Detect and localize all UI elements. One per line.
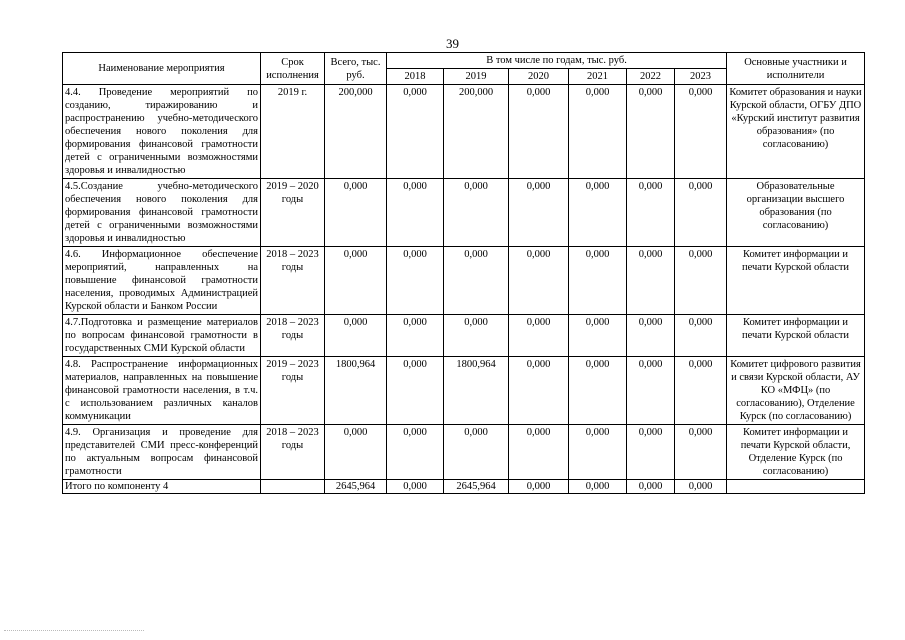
total-year-value: 0,000 [387,480,444,494]
row-term: 2019 – 2020 годы [261,179,325,247]
header-participants: Основные участники и исполнители [727,53,865,85]
row-participants: Образовательные организации высшего образования (по согласованию) [727,179,865,247]
row-year-value: 0,000 [627,315,675,357]
table-row [63,357,865,425]
row-year-value: 0,000 [675,85,727,179]
row-term: 2018 – 2023 годы [261,425,325,480]
header-year: 2022 [627,69,675,85]
row-year-value: 0,000 [627,247,675,315]
row-participants: Комитет образования и науки Курской области, ОГБУ ДПО «Курский институт развития образования» (по согласованию) [727,85,865,179]
row-total: 200,000 [325,85,387,179]
row-term: 2019 – 2023 годы [261,357,325,425]
page-number: 39 [446,36,459,51]
total-term [261,480,325,494]
row-year-value: 0,000 [675,357,727,425]
row-year-value: 0,000 [444,315,509,357]
row-participants: Комитет цифрового развития и связи Курской области, АУ КО «МФЦ» (по согласованию), Отделение Курск (по согласованию) [727,357,865,425]
row-year-value: 0,000 [675,247,727,315]
row-year-value: 0,000 [569,247,627,315]
row-year-value: 0,000 [509,357,569,425]
row-total: 1800,964 [325,357,387,425]
row-year-value: 0,000 [444,247,509,315]
row-year-value: 0,000 [675,425,727,480]
table-row [63,85,865,179]
row-year-value: 1800,964 [444,357,509,425]
header-name: Наименование мероприятия [63,53,261,85]
row-year-value: 0,000 [569,85,627,179]
header-term: Срок исполнения [261,53,325,85]
row-term: 2019 г. [261,85,325,179]
row-year-value: 0,000 [569,357,627,425]
header-by-years: В том числе по годам, тыс. руб. [387,53,727,69]
row-total: 0,000 [325,425,387,480]
total-year-value: 2645,964 [444,480,509,494]
row-term: 2018 – 2023 годы [261,315,325,357]
total-year-value: 0,000 [627,480,675,494]
total-label: Итого по компоненту 4 [63,480,261,494]
row-total: 0,000 [325,179,387,247]
row-year-value: 0,000 [627,85,675,179]
table-row [63,315,865,357]
row-name: 4.6. Информационное обеспечение мероприятий, направленных на повышение финансовой грамотности населения, проводимых Администрацией Курской области и Банком России [63,247,261,315]
row-year-value: 0,000 [627,179,675,247]
row-year-value: 0,000 [387,425,444,480]
row-year-value: 0,000 [387,247,444,315]
scan-artifact [4,630,144,635]
row-year-value: 0,000 [509,179,569,247]
row-year-value: 0,000 [509,247,569,315]
row-year-value: 0,000 [627,357,675,425]
row-participants: Комитет информации и печати Курской области, Отделение Курск (по согласованию) [727,425,865,480]
row-total: 0,000 [325,247,387,315]
table-row [63,247,865,315]
row-term: 2018 – 2023 годы [261,247,325,315]
row-year-value: 0,000 [569,315,627,357]
row-name: 4.8. Распространение информационных материалов, направленных на повышение финансовой грамотности населения, в т.ч. с использованием различных каналов коммуникации [63,357,261,425]
row-name: 4.7.Подготовка и размещение материалов по вопросам финансовой грамотности в государственных СМИ Курской области [63,315,261,357]
row-participants: Комитет информации и печати Курской области [727,315,865,357]
row-year-value: 200,000 [444,85,509,179]
row-year-value: 0,000 [509,425,569,480]
row-year-value: 0,000 [387,179,444,247]
header-year: 2018 [387,69,444,85]
row-year-value: 0,000 [387,85,444,179]
row-year-value: 0,000 [387,315,444,357]
header-year: 2021 [569,69,627,85]
row-year-value: 0,000 [509,85,569,179]
row-year-value: 0,000 [387,357,444,425]
row-name: 4.4. Проведение мероприятий по созданию, тиражированию и распространению учебно-методического обеспечения нового поколения для формирования финансовой грамотности детей с ограниченными возможностями здоровья и инвалидностью [63,85,261,179]
row-year-value: 0,000 [444,179,509,247]
table-row [63,425,865,480]
table-row [63,179,865,247]
row-year-value: 0,000 [509,315,569,357]
row-year-value: 0,000 [627,425,675,480]
total-row [63,480,865,494]
table-header [63,53,865,85]
row-name: 4.5.Создание учебно-методического обеспечения нового поколения для формирования финансовой грамотности детей с ограниченными возможностями здоровья и инвалидностью [63,179,261,247]
row-year-value: 0,000 [675,315,727,357]
total-year-value: 0,000 [569,480,627,494]
header-year: 2020 [509,69,569,85]
total-value: 2645,964 [325,480,387,494]
row-total: 0,000 [325,315,387,357]
total-year-value: 0,000 [509,480,569,494]
header-total: Всего, тыс. руб. [325,53,387,85]
row-year-value: 0,000 [444,425,509,480]
table-body [63,85,865,494]
budget-table [62,52,865,494]
row-year-value: 0,000 [569,179,627,247]
total-year-value: 0,000 [675,480,727,494]
row-name: 4.9. Организация и проведение для представителей СМИ пресс-конференций по актуальным вопросам финансовой грамотности [63,425,261,480]
row-participants: Комитет информации и печати Курской области [727,247,865,315]
row-year-value: 0,000 [675,179,727,247]
total-participants [727,480,865,494]
row-year-value: 0,000 [569,425,627,480]
header-year: 2023 [675,69,727,85]
header-year: 2019 [444,69,509,85]
